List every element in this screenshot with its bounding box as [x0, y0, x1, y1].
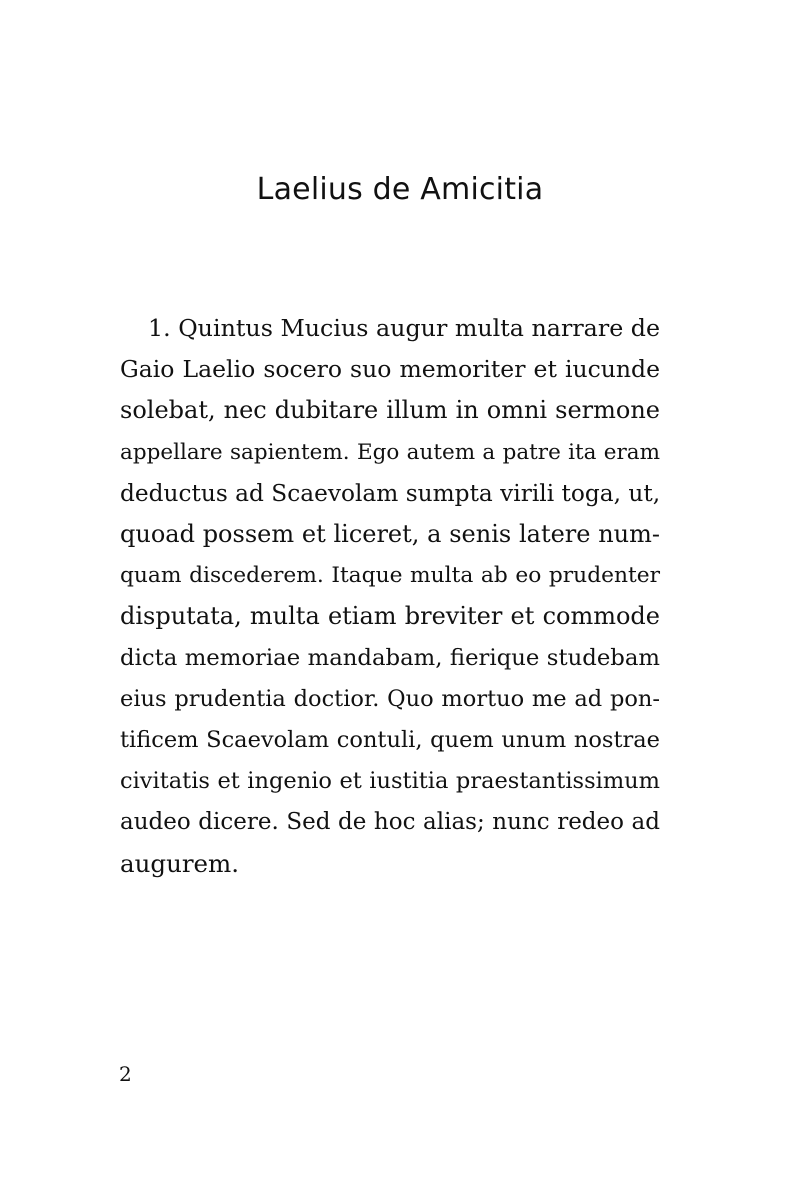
- paragraph-line: augurem.: [120, 849, 240, 879]
- paragraph-line: eius prudentia doctior. Quo mortuo me ad pon-: [120, 685, 660, 712]
- paragraph-line: solebat, nec dubitare illum in omni sermone: [120, 396, 660, 425]
- paragraph-line: tificem Scaevolam contuli, quem unum nostrae: [120, 726, 660, 753]
- page-number: 2: [119, 1062, 132, 1086]
- paragraph-line: deductus ad Scaevolam sumpta virili toga, ut,: [120, 479, 661, 507]
- paragraph-line: dicta memoriae mandabam, fierique studebam: [120, 644, 660, 671]
- paragraph-line: 1. Quintus Mucius augur multa narrare de: [148, 314, 661, 342]
- paragraph-line: disputata, multa etiam breviter et commode: [120, 602, 660, 631]
- paragraph-line: quoad possem et liceret, a senis latere num-: [120, 519, 660, 548]
- paragraph-line: civitatis et ingenio et iustitia praestantissimum: [120, 768, 660, 795]
- paragraph-line: quam discederem. Itaque multa ab eo prudenter: [120, 563, 660, 589]
- paragraph-line: audeo dicere. Sed de hoc alias; nunc redeo ad: [120, 809, 660, 836]
- paragraph-line: Gaio Laelio socero suo memoriter et iucunde: [120, 355, 660, 384]
- body-paragraph: [120, 308, 660, 885]
- paragraph-line: appellare sapientem. Ego autem a patre ita eram: [120, 439, 660, 465]
- page-title: Laelius de Amicitia: [256, 172, 544, 207]
